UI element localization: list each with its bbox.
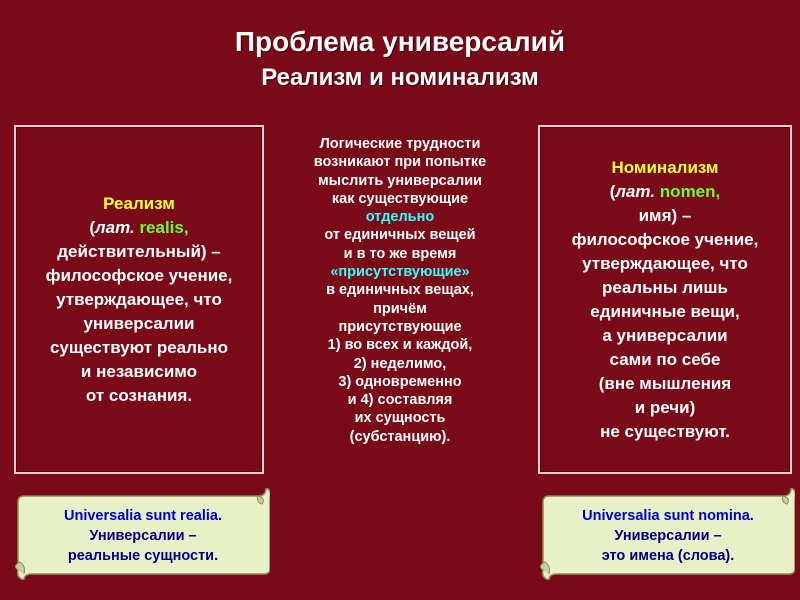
scroll-line: Универсалии – <box>89 528 197 544</box>
middle-line: от единичных вещей <box>324 227 476 244</box>
nominalism-line: философское учение, <box>571 229 759 249</box>
scroll-line: это имена (слова). <box>601 548 735 564</box>
nominalism-line: единичные вещи, <box>590 301 740 321</box>
middle-line: их сущность <box>354 410 446 427</box>
scroll-text-left <box>32 506 254 566</box>
realism-line: существуют реально <box>49 337 229 357</box>
realism-line: универсалии <box>83 313 195 333</box>
latin-word: nomen, <box>659 181 721 201</box>
nominalism-line: не существуют. <box>600 421 730 441</box>
middle-line: возникают при попытке <box>313 154 487 171</box>
nominalism-heading: Номинализм <box>611 157 719 177</box>
realism-heading: Реализм <box>103 193 175 213</box>
middle-line: 1) во всех и каждой, <box>327 337 473 354</box>
nominalism-line: и речи) <box>634 397 696 417</box>
nominalism-box <box>538 125 792 474</box>
middle-line: причём <box>373 300 427 317</box>
middle-line: мыслить универсалии <box>317 172 483 189</box>
nominalism-text <box>572 156 759 444</box>
middle-line: и 4) составляя <box>347 392 453 409</box>
middle-text <box>276 135 524 446</box>
lat-abbr: лат. <box>615 181 656 201</box>
page-title: Проблема универсалий <box>234 26 566 57</box>
scroll-latin: Universalia sunt nomina. <box>582 508 754 524</box>
middle-highlight: «присутствующие» <box>330 264 470 281</box>
middle-line: присутствующие <box>338 318 462 335</box>
nominalism-line: сами по себе <box>609 349 721 369</box>
middle-line: (субстанцию). <box>349 428 451 445</box>
realism-latin-line: (лат. realis, <box>89 217 189 237</box>
middle-line: как существующие <box>331 190 469 207</box>
middle-line: 3) одновременно <box>338 373 462 390</box>
lat-abbr: лат. <box>95 217 135 237</box>
realism-box <box>14 125 264 474</box>
realism-line: и независимо <box>80 361 198 381</box>
nominalism-line: реальны лишь <box>602 277 728 297</box>
scroll-line: реальные сущности. <box>67 548 219 564</box>
middle-line: Логические трудности <box>319 136 481 152</box>
realism-meaning: действительный) – <box>57 241 221 261</box>
nominalism-line: утверждающее, что <box>582 253 748 273</box>
middle-highlight: отдельно <box>365 209 435 226</box>
nominalism-meaning: имя) – <box>638 205 692 225</box>
page-subtitle: Реализм и номинализм <box>261 64 539 91</box>
realism-line: философское учение, <box>45 265 233 285</box>
nominalism-latin-line: (лат. nomen, <box>609 181 721 201</box>
scroll-latin: Universalia sunt realia. <box>64 508 222 524</box>
scroll-banner-left <box>10 488 270 580</box>
realism-line: утверждающее, что <box>56 289 222 309</box>
middle-line: 2) неделимо, <box>353 355 447 372</box>
scroll-banner-right <box>535 488 795 580</box>
latin-word: realis, <box>139 217 189 237</box>
scroll-line: Универсалии – <box>614 528 722 544</box>
nominalism-line: а универсалии <box>602 325 728 345</box>
realism-text <box>46 192 233 408</box>
realism-line: от сознания. <box>85 385 193 405</box>
middle-line: и в то же время <box>343 245 457 262</box>
scroll-text-right <box>557 506 779 566</box>
middle-line: в единичных вещах, <box>326 282 474 299</box>
nominalism-line: (вне мышления <box>598 373 732 393</box>
